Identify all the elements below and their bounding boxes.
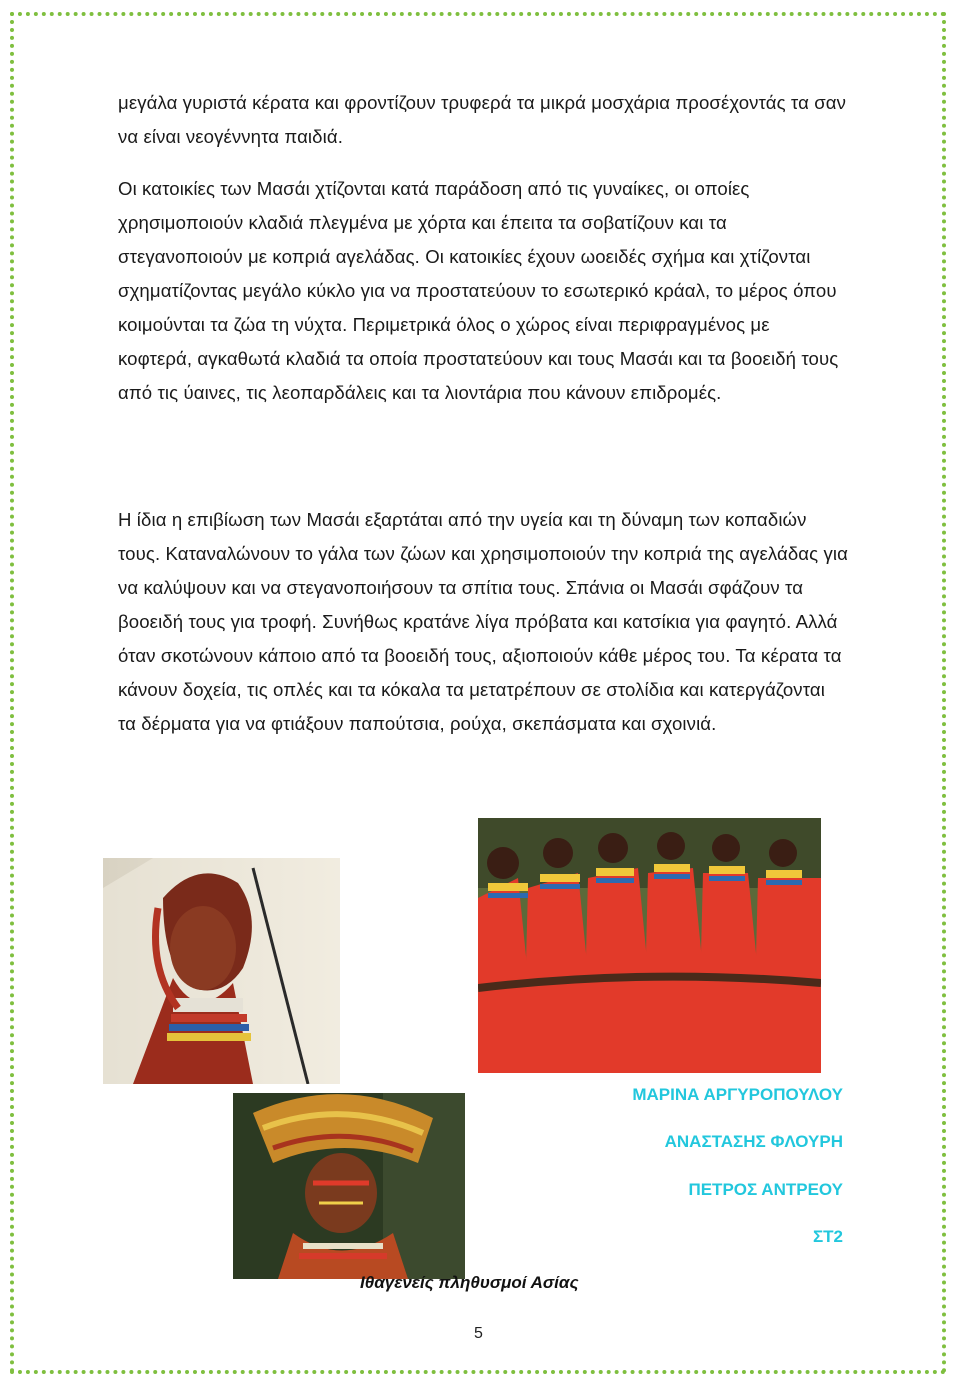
- image-caption: Ιθαγενείς πληθυσμοί Ασίας: [360, 1273, 579, 1292]
- author-name: ΜΑΡΙΝΑ ΑΡΓΥΡΟΠΟΥΛΟΥ: [632, 1085, 843, 1104]
- paragraph-text: μεγάλα γυριστά κέρατα και φροντίζουν τρυφερά τα μικρά μοσχάρια προσέχοντάς τα σαν να είναι νεογέννητα παιδιά.: [118, 92, 847, 147]
- class-code: ΣΤ2: [812, 1227, 843, 1246]
- paragraph-text: Η ίδια η επιβίωση των Μασάι εξαρτάται από την υγεία και τη δύναμη των κοπαδιών τους. Καταναλώνουν το γάλα των ζώων και χρησιμοποιούν την κοπριά της αγελάδας για να καλύψουν και να στεγανοποιήσουν τα σπίτια τους. Σπάνια οι Μασάι σφάζουν τα βοοειδή τους για τροφή. Συνήθως κρατάνε λίγα πρόβατα και κατσίκια για φαγητό. Αλλά όταν σκοτώνουν κάποιο από τα βοοειδή τους, αξιοποιούν κάθε μέρος του. Τα κέρατα τα κάνουν δοχεία, τις οπλές και τα κόκαλα τα μετατρέπουν σε στολίδια και κατεργάζονται τα δέρματα για να φτιάξουν παπούτσια, ρούχα, σκεπάσματα και σχοινιά.: [118, 509, 848, 734]
- author-name: ΑΝΑΣΤΑΣΗΣ ΦΛΟΥΡΗ: [664, 1132, 843, 1151]
- page-number: 5: [474, 1325, 483, 1342]
- paragraph-text: Οι κατοικίες των Μασάι χτίζονται κατά παράδοση από τις γυναίκες, οι οποίες χρησιμοποιούν κλαδιά πλεγμένα με χόρτα και έπειτα τα σοβατίζουν και τα στεγανοποιούν με κοπριά αγελάδας. Οι κατοικίες έχουν ωοειδές σχήμα και χτίζονται σχηματίζοντας μεγάλο κύκλο για να προστατεύουν το εσωτερικό κράαλ, το μέρος όπου κοιμούνται τα ζώα τη νύχτα. Περιμετρικά όλος ο χώρος είναι περιφραγμένος με κοφτερά, αγκαθωτά κλαδιά τα οποία προστατεύουν και τους Μασάι και τα βοοειδή τους από τις ύαινες, τις λεοπαρδάλεις και τα λιοντάρια που κάνουν επιδρομές.: [118, 178, 839, 403]
- photo-headdress-portrait: [233, 1093, 465, 1279]
- paragraph-maasai-herds: [118, 503, 848, 741]
- paragraph-cattle-care: [118, 86, 848, 154]
- photo-maasai-women: [478, 818, 821, 1073]
- paragraph-maasai-houses: [118, 172, 848, 410]
- photo-maasai-warrior: [103, 858, 340, 1084]
- author-name: ΠΕΤΡΟΣ ΑΝΤΡΕΟΥ: [688, 1180, 843, 1199]
